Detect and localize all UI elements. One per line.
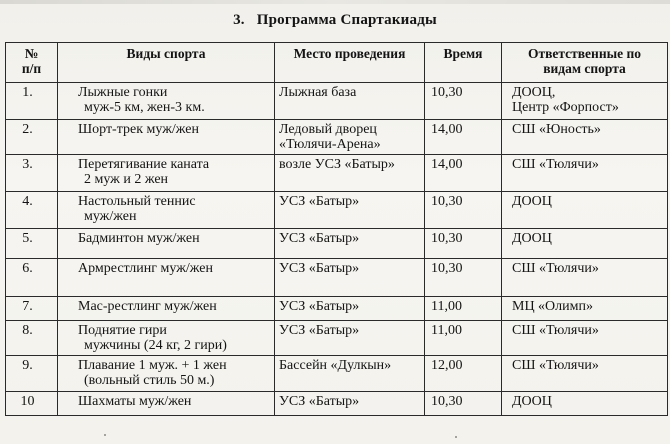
cell-resp — [502, 259, 668, 297]
cell-num: 6. — [6, 259, 58, 297]
cell-place-line: «Тюлячи-Арена» — [279, 137, 381, 152]
cell-place — [275, 392, 425, 416]
cell-place-line: УСЗ «Батыр» — [279, 261, 360, 276]
cell-sport — [58, 83, 275, 120]
cell-sport-line: Настольный теннис — [78, 194, 196, 209]
header-num-line: п/п — [21, 61, 42, 76]
header-place: Место проведения — [275, 43, 425, 83]
cell-sport — [58, 392, 275, 416]
cell-place-line: Лыжная база — [279, 85, 357, 100]
cell-place-line: УСЗ «Батыр» — [279, 299, 360, 314]
cell-resp-line: ДООЦ — [512, 231, 552, 246]
cell-resp — [502, 83, 668, 120]
cell-resp — [502, 392, 668, 416]
cell-time: 14,00 — [425, 120, 502, 155]
cell-place-line: Бассейн «Дулкын» — [279, 358, 392, 373]
cell-sport-line: Шахматы муж/жен — [78, 394, 192, 409]
cell-place-line: УСЗ «Батыр» — [279, 394, 360, 409]
scan-speck — [104, 434, 106, 436]
cell-sport-line: Перетягивание каната — [78, 157, 210, 172]
cell-time: 10,30 — [425, 259, 502, 297]
cell-place — [275, 155, 425, 192]
scan-edge — [0, 0, 670, 4]
cell-sport — [58, 192, 275, 229]
cell-place — [275, 192, 425, 229]
cell-resp — [502, 192, 668, 229]
cell-num: 10 — [6, 392, 58, 416]
table-row — [6, 356, 668, 392]
table-row — [6, 321, 668, 356]
cell-sport — [58, 155, 275, 192]
header-num-line: № — [24, 46, 39, 61]
table-row — [6, 83, 668, 120]
cell-sport-line: (вольный стиль 50 м.) — [84, 373, 215, 388]
cell-sport — [58, 229, 275, 259]
cell-resp — [502, 120, 668, 155]
cell-place-line: УСЗ «Батыр» — [279, 194, 360, 209]
cell-num: 4. — [6, 192, 58, 229]
cell-num: 2. — [6, 120, 58, 155]
header-resp-line: видам спорта — [543, 61, 626, 76]
header-resp-line: Ответственные по — [527, 46, 642, 61]
cell-place-line: возле УСЗ «Батыр» — [279, 157, 395, 172]
cell-time: 12,00 — [425, 356, 502, 392]
cell-resp-line: СШ «Тюлячи» — [512, 323, 599, 338]
cell-resp-line: Центр «Форпост» — [512, 100, 619, 115]
cell-num: 8. — [6, 321, 58, 356]
cell-num: 3. — [6, 155, 58, 192]
cell-num: 7. — [6, 297, 58, 321]
cell-sport-line: мужчины (24 кг, 2 гири) — [84, 338, 227, 353]
cell-time: 10,30 — [425, 192, 502, 229]
cell-resp-line: ДООЦ, — [512, 85, 556, 100]
cell-place-line: УСЗ «Батыр» — [279, 323, 360, 338]
cell-time: 10,30 — [425, 392, 502, 416]
cell-sport-line: Бадминтон муж/жен — [78, 231, 200, 246]
table-row — [6, 297, 668, 321]
cell-resp — [502, 321, 668, 356]
cell-resp-line: СШ «Тюлячи» — [512, 261, 599, 276]
table-header-row — [6, 43, 668, 83]
cell-num: 9. — [6, 356, 58, 392]
header-resp — [502, 43, 668, 83]
cell-place — [275, 356, 425, 392]
cell-place — [275, 297, 425, 321]
cell-time: 11,00 — [425, 321, 502, 356]
cell-sport — [58, 297, 275, 321]
cell-place — [275, 229, 425, 259]
cell-sport — [58, 356, 275, 392]
table-row — [6, 120, 668, 155]
table-body — [6, 83, 668, 416]
header-sport: Виды спорта — [58, 43, 275, 83]
header-num — [6, 43, 58, 83]
cell-sport-line: Шорт-трек муж/жен — [78, 122, 199, 137]
cell-resp — [502, 155, 668, 192]
cell-place — [275, 120, 425, 155]
scan-speck — [455, 436, 457, 438]
cell-sport-line: 2 муж и 2 жен — [84, 172, 169, 187]
cell-resp-line: СШ «Юность» — [512, 122, 601, 137]
cell-sport-line: Лыжные гонки — [78, 85, 168, 100]
cell-resp — [502, 229, 668, 259]
cell-num: 5. — [6, 229, 58, 259]
program-table — [5, 42, 668, 416]
cell-resp-line: СШ «Тюлячи» — [512, 157, 599, 172]
cell-place-line: УСЗ «Батыр» — [279, 231, 360, 246]
cell-place — [275, 259, 425, 297]
cell-resp — [502, 356, 668, 392]
table-row — [6, 155, 668, 192]
header-time: Время — [425, 43, 502, 83]
cell-sport-line: Поднятие гири — [78, 323, 167, 338]
cell-resp — [502, 297, 668, 321]
cell-sport — [58, 120, 275, 155]
section-title: Программа Спартакиады — [256, 12, 437, 28]
cell-sport-line: Армрестлинг муж/жен — [78, 261, 213, 276]
cell-time: 10,30 — [425, 83, 502, 120]
cell-resp-line: ДООЦ — [512, 194, 552, 209]
cell-sport — [58, 321, 275, 356]
table-row — [6, 192, 668, 229]
cell-resp-line: МЦ «Олимп» — [512, 299, 593, 314]
table-row — [6, 392, 668, 416]
section-heading — [0, 12, 670, 29]
cell-sport-line: муж/жен — [84, 209, 137, 224]
cell-sport-line: Плавание 1 муж. + 1 жен — [78, 358, 227, 373]
table-row — [6, 259, 668, 297]
cell-sport-line: муж-5 км, жен-3 км. — [84, 100, 205, 115]
cell-time: 10,30 — [425, 229, 502, 259]
cell-num: 1. — [6, 83, 58, 120]
cell-sport — [58, 259, 275, 297]
cell-resp-line: СШ «Тюлячи» — [512, 358, 599, 373]
cell-time: 11,00 — [425, 297, 502, 321]
cell-time: 14,00 — [425, 155, 502, 192]
cell-place — [275, 83, 425, 120]
cell-resp-line: ДООЦ — [512, 394, 552, 409]
cell-sport-line: Мас-рестлинг муж/жен — [78, 299, 217, 314]
section-number: 3. — [233, 12, 245, 28]
cell-place-line: Ледовый дворец — [279, 122, 377, 137]
table-row — [6, 229, 668, 259]
cell-place — [275, 321, 425, 356]
